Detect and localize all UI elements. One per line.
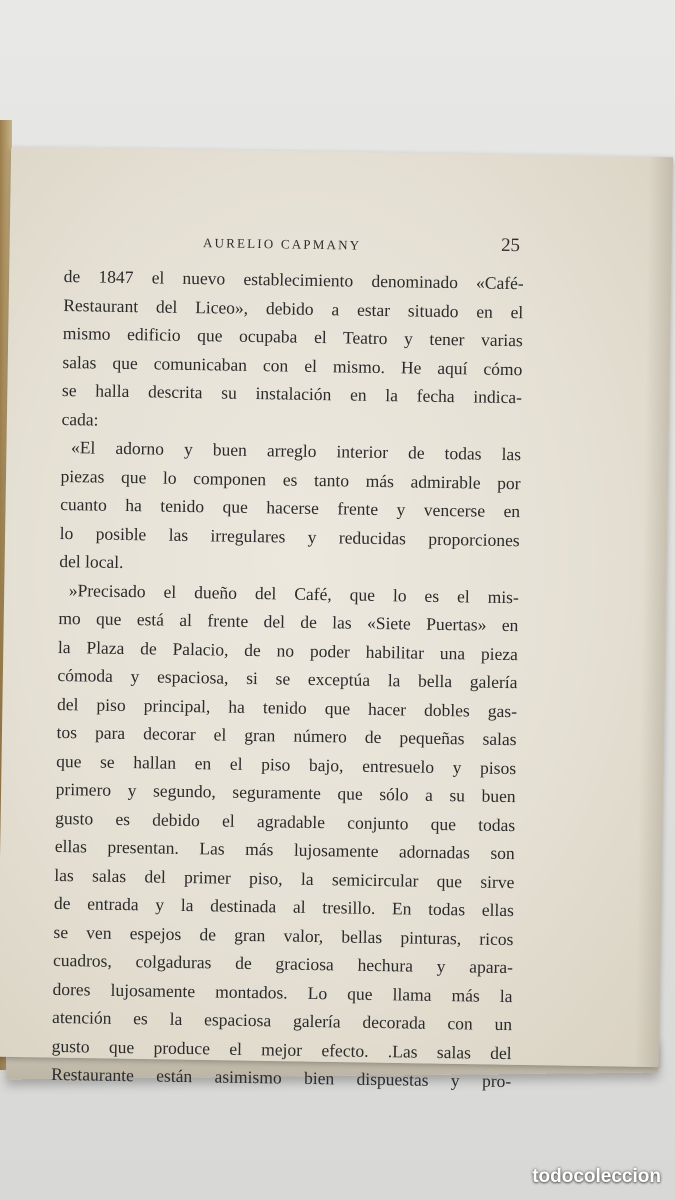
text-line: piezas que lo componen es tanto más admirable por xyxy=(60,465,521,493)
text-line: salas que comunicaban con el mismo. He aquí cómo xyxy=(62,351,523,379)
text-line: se halla descrita su instalación en la fecha indica- xyxy=(61,379,523,408)
text-line: la Plaza de Palacio, de no poder habilitar una pieza xyxy=(57,636,519,664)
text-line: tos para decorar el gran número de pequeñas salas xyxy=(56,721,517,750)
text-line: cada: xyxy=(61,408,99,430)
text-line: las salas del primer piso, la semicircular que sirve xyxy=(54,864,515,892)
text-line: de 1847 el nuevo establecimiento denominado «Café- xyxy=(63,265,524,294)
text-line: gusto es debido el agradable conjunto que todas xyxy=(55,807,516,835)
text-line: ellas presentan. Las más lujosamente adornadas son xyxy=(54,835,515,864)
text-line: atención es la espaciosa galería decorada con un xyxy=(51,1006,513,1035)
text-line: gusto que produce el mejor efecto. .Las salas del xyxy=(51,1035,512,1063)
text-line: Restaurant del Liceo», debido a estar situado en el xyxy=(63,294,524,322)
text-line: se ven espejos de gran valor, bellas pinturas, ricos xyxy=(53,921,514,949)
text-line: cuanto ha tenido que hacerse frente y vencerse en xyxy=(60,493,521,522)
text-line: dores lujosamente montados. Lo que llama más la xyxy=(52,978,513,1006)
text-line: que se hallan en el piso bajo, entresuelo y pisos xyxy=(56,750,517,778)
body-text xyxy=(51,262,524,1096)
text-line: »Precisado el dueño del Café, que lo es el mis- xyxy=(68,579,519,607)
text-line: «El adorno y buen arreglo interior de todas las xyxy=(70,437,522,465)
text-line: del piso principal, ha tenido que hacer dobles gas- xyxy=(56,693,518,721)
text-line: cómoda y espaciosa, si se exceptúa la bella galería xyxy=(57,664,518,693)
text-line: Restaurante están asimismo bien dispuestas y pro- xyxy=(51,1063,512,1092)
page-number: 25 xyxy=(500,234,521,257)
text-line: mo que está al frente del de las «Siete Puertas» en xyxy=(58,607,519,636)
text-line: del local. xyxy=(59,550,124,572)
author-heading: AURELIO CAPMANY xyxy=(202,235,362,253)
text-line: mismo edificio que ocupaba el Teatro y tener varias xyxy=(62,322,523,351)
watermark-logo: todocoleccion xyxy=(532,1166,661,1187)
text-line: cuadros, colgaduras de graciosa hechura y apara- xyxy=(52,949,514,978)
text-line: de entrada y la destinada al tresillo. En todas ellas xyxy=(53,892,515,921)
text-line: lo posible las irregulares y reducidas proporciones xyxy=(59,522,520,550)
text-line: primero y segundo, seguramente que sólo a su buen xyxy=(55,778,516,807)
